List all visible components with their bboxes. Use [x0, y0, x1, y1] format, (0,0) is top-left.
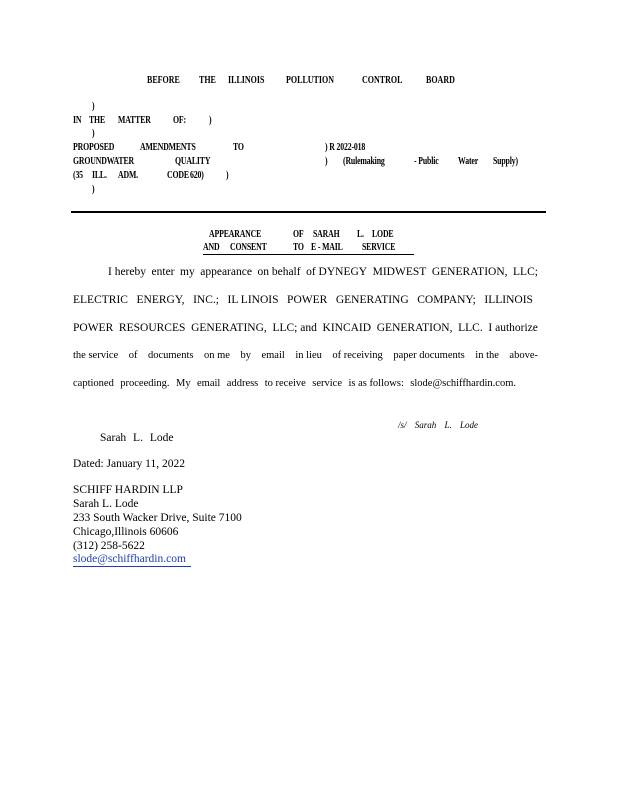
- caption-word: Water: [458, 156, 479, 167]
- body-word: enter: [151, 266, 175, 278]
- body-line: [108, 266, 538, 278]
- body-word: MIDWEST: [372, 266, 427, 278]
- body-word: LLC.: [458, 322, 483, 334]
- body-word: service: [312, 378, 342, 389]
- heading-word: POLLUTION: [286, 75, 335, 86]
- caption-word: AMENDMENTS: [140, 142, 196, 153]
- body-word: GENERATING: [335, 294, 409, 306]
- body-word: on me: [203, 350, 230, 361]
- title-word: E - MAIL: [311, 242, 343, 253]
- firm-name: SCHIFF HARDIN LLP: [73, 484, 183, 496]
- body-word: in the: [475, 350, 499, 361]
- body-word: ILLINOIS: [484, 294, 533, 306]
- heading-word: BOARD: [426, 75, 455, 86]
- body-word: in lieu: [295, 350, 322, 361]
- title-word: L.: [357, 229, 364, 240]
- caption-word: (35: [73, 170, 83, 181]
- body-word: email: [197, 378, 221, 389]
- body-word: is as follows:: [348, 378, 404, 389]
- heading-word: CONTROL: [362, 75, 403, 86]
- body-word: RESOURCES: [118, 322, 186, 334]
- body-word: INC.;: [193, 294, 219, 306]
- caption-word: ADM.: [118, 170, 138, 181]
- title-word: AND: [203, 242, 220, 253]
- heading-word: THE: [199, 75, 216, 86]
- body-word: appearance: [200, 266, 252, 278]
- body-line: [73, 378, 516, 389]
- caption-paren: ): [92, 184, 95, 195]
- caption-paren: ): [92, 101, 95, 112]
- body-word: paper documents: [393, 350, 465, 361]
- body-line: [73, 322, 538, 334]
- body-word: address: [226, 378, 259, 389]
- caption-word: QUALITY: [175, 156, 211, 167]
- body-word: LLC; and: [272, 322, 317, 334]
- body-word: My: [175, 378, 191, 389]
- body-word: IL LINOIS: [227, 294, 279, 306]
- heading-word: BEFORE: [147, 75, 180, 86]
- body-word: GENERATION,: [431, 266, 508, 278]
- caption-word: IN: [73, 115, 82, 126]
- caption-word: THE: [89, 115, 106, 126]
- caption-word: OF:: [173, 115, 186, 126]
- caption-word: 620): [190, 170, 204, 181]
- body-word: of DYNEGY: [306, 266, 368, 278]
- body-word: by: [240, 350, 251, 361]
- caption-word: (Rulemaking: [343, 156, 385, 167]
- caption-paren: ): [209, 115, 212, 126]
- title-word: SARAH: [313, 229, 340, 240]
- title-word: TO: [293, 242, 304, 253]
- body-word: COMPANY;: [417, 294, 476, 306]
- caption-word: GROUNDWATER: [73, 156, 134, 167]
- body-word: above-: [509, 350, 538, 361]
- body-line: [73, 350, 538, 361]
- caption-word: Supply): [493, 156, 518, 167]
- caption-word: ): [325, 156, 328, 167]
- title-word: SERVICE: [362, 242, 396, 253]
- attorney-name: Sarah L. Lode: [73, 498, 139, 510]
- firm-phone: (312) 258-5622: [73, 540, 145, 552]
- body-word: the service: [73, 350, 119, 361]
- title-word: CONSENT: [230, 242, 267, 253]
- caption-paren: ): [92, 128, 95, 139]
- body-word: email: [261, 350, 285, 361]
- body-word: POWER: [73, 322, 114, 334]
- firm-city: Chicago,Illinois 60606: [73, 526, 179, 538]
- caption-word: CODE: [167, 170, 189, 181]
- body-word: my: [180, 266, 195, 278]
- body-word: POWER: [287, 294, 328, 306]
- signer-name: Sarah L. Lode: [100, 432, 174, 444]
- firm-email-link[interactable]: slode@schiffhardin.com: [73, 553, 186, 565]
- caption-word: - Public: [414, 156, 439, 167]
- body-word: LLC;: [513, 266, 538, 278]
- body-word: of receiving: [332, 350, 383, 361]
- electronic-signature: /s/ Sarah L. Lode: [398, 420, 479, 430]
- body-word: to receive: [264, 378, 306, 389]
- body-word: documents: [147, 350, 194, 361]
- body-word: ELECTRIC: [73, 294, 128, 306]
- body-word: KINCAID: [322, 322, 372, 334]
- email-underline: [73, 566, 191, 567]
- title-word: OF: [293, 229, 304, 240]
- body-word: I authorize: [488, 322, 538, 334]
- body-word: GENERATING,: [191, 322, 267, 334]
- firm-address: 233 South Wacker Drive, Suite 7100: [73, 512, 242, 524]
- body-word: proceeding.: [120, 378, 170, 389]
- heading-word: ILLINOIS: [228, 75, 265, 86]
- dated-line: Dated: January 11, 2022: [73, 458, 185, 470]
- caption-word: PROPOSED: [73, 142, 115, 153]
- title-word: LODE: [372, 229, 394, 240]
- body-word: I hereby: [108, 266, 146, 278]
- body-word: on behalf: [257, 266, 301, 278]
- body-line: [73, 294, 533, 306]
- body-word: GENERATION,: [376, 322, 453, 334]
- title-word: APPEARANCE: [209, 229, 262, 240]
- caption-word: ILL.: [92, 170, 107, 181]
- caption-word: MATTER: [118, 115, 151, 126]
- title-underline: [203, 254, 414, 255]
- body-word: of: [128, 350, 138, 361]
- caption-paren: ): [226, 170, 229, 181]
- body-word: slode@schiffhardin.com.: [410, 378, 516, 389]
- body-word: ENERGY,: [136, 294, 185, 306]
- divider-rule: [71, 211, 546, 213]
- body-word: captioned: [73, 378, 114, 389]
- case-number: ) R 2022-018: [325, 142, 366, 153]
- caption-word: TO: [233, 142, 244, 153]
